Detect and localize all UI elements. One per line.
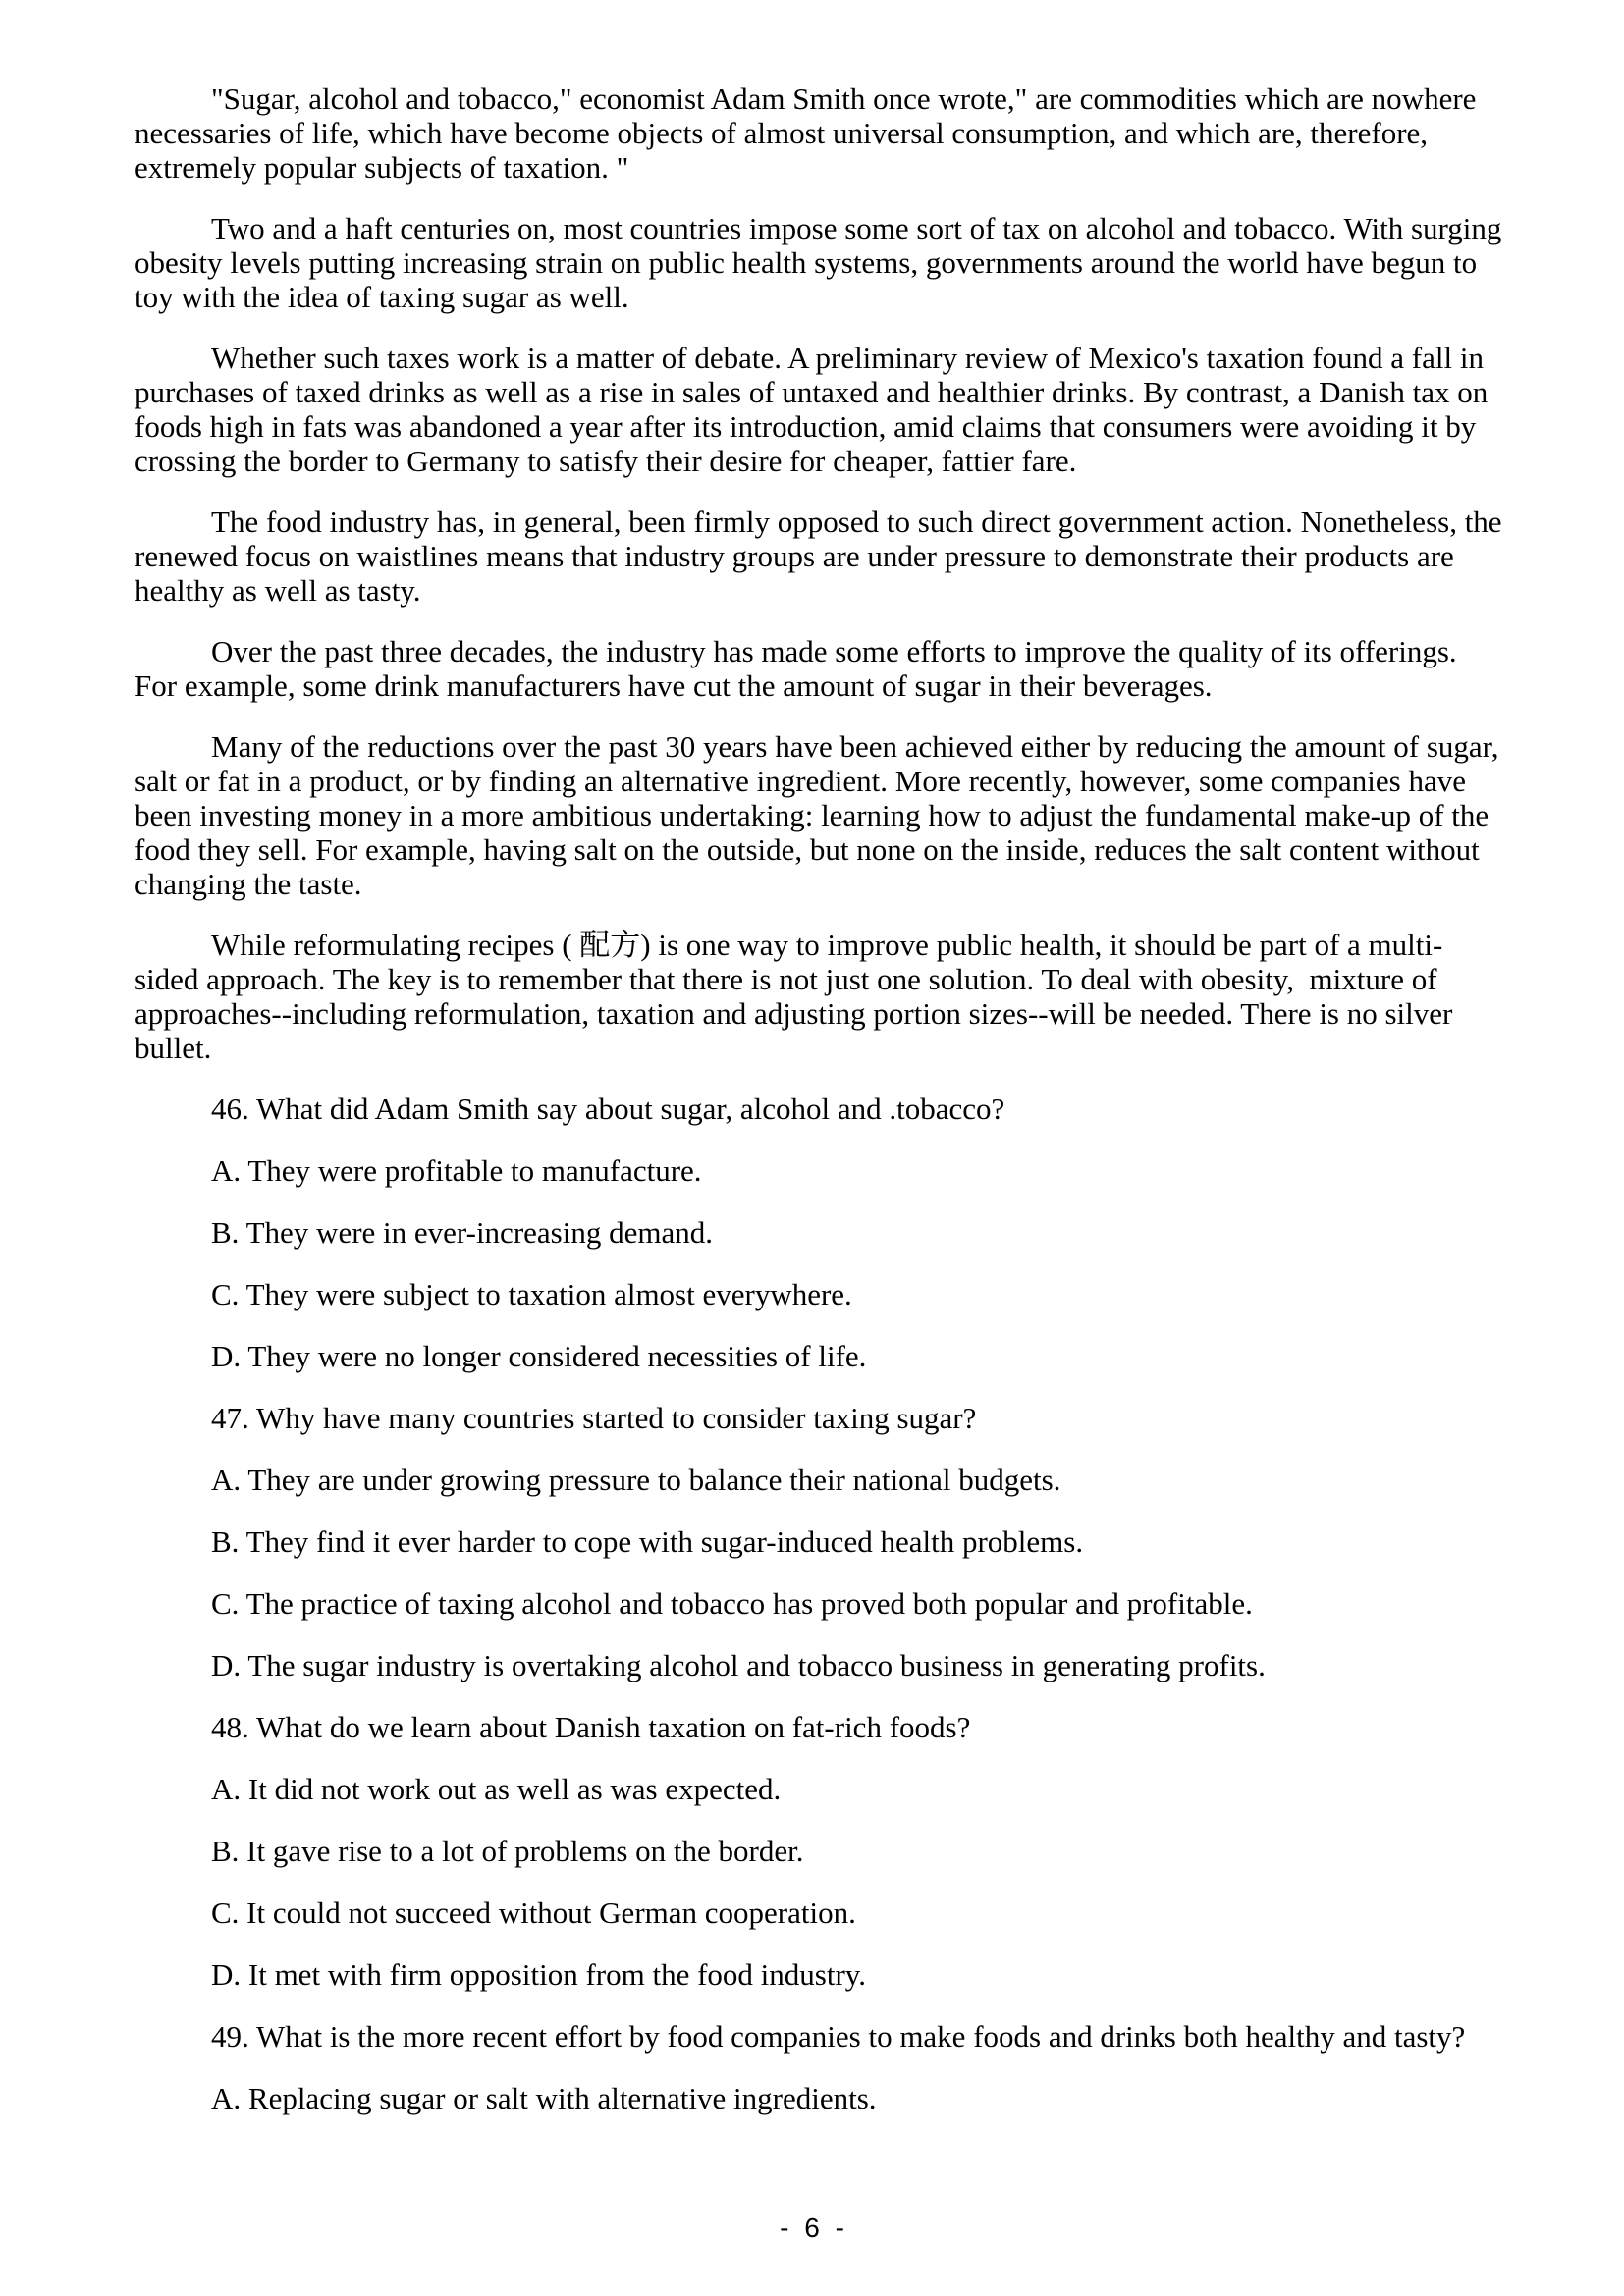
question-47-option-a: A. They are under growing pressure to balance their national budgets. <box>211 1463 1061 1497</box>
passage-paragraph-6: Many of the reductions over the past 30 years have been achieved either by reducing the amount of sugar, salt or fat in a product, or by finding an alternative ingredient. More recently, however, some companies have been investing money in a more ambitious undertaking: learning how to adjust the fundamental make-up of the food they sell. For example, having salt on the outside, but none on the inside, reduces the salt content without changing the taste. <box>135 729 1507 901</box>
question-48-stem: 48. What do we learn about Danish taxation on fat-rich foods? <box>211 1710 971 1744</box>
question-49-option-a: A. Replacing sugar or salt with alternative ingredients. <box>211 2081 877 2115</box>
question-48-option-d: D. It met with firm opposition from the food industry. <box>211 1957 866 1992</box>
passage-paragraph-7: While reformulating recipes ( 配方) is one way to improve public health, it should be part of a multi-sided approach. The key is to remember that there is not just one solution. To deal with obesity, mixture of approaches--including reformulation, taxation and adjusting portion sizes--will be needed. There is no silver bullet. <box>135 928 1461 1065</box>
question-47-option-c: C. The practice of taxing alcohol and tobacco has proved both popular and profitable. <box>211 1586 1253 1621</box>
passage-paragraph-4: The food industry has, in general, been firmly opposed to such direct government action. Nonetheless, the renewed focus on waistlines means that industry groups are under pressure to demonstrate their products are healthy as well as tasty. <box>135 505 1510 608</box>
passage-paragraph-5: Over the past three decades, the industry has made some efforts to improve the quality of its offerings. For example, some drink manufacturers have cut the amount of sugar in their beverages. <box>135 634 1465 703</box>
question-49 <box>135 2019 1506 2115</box>
question-46-option-d: D. They were no longer considered necessities of life. <box>211 1339 867 1373</box>
passage-paragraph-1: "Sugar, alcohol and tobacco," economist Adam Smith once wrote," are commodities which are nowhere necessaries of life, which have become objects of almost universal consumption, and which are, therefore, extremely popular subjects of taxation. " <box>135 81 1485 185</box>
question-46-option-b: B. They were in ever-increasing demand. <box>211 1215 713 1250</box>
question-48-option-a: A. It did not work out as well as was expected. <box>211 1772 782 1806</box>
reading-passage <box>135 81 1510 1065</box>
passage-paragraph-3: Whether such taxes work is a matter of debate. A preliminary review of Mexico's taxation found a fall in purchases of taxed drinks as well as a rise in sales of untaxed and healthier drinks. By contrast, a Danish tax on foods high in fats was abandoned a year after its introduction, amid claims that consumers were avoiding it by crossing the border to Germany to satisfy their desire for cheaper, fattier fare. <box>135 341 1496 478</box>
question-48 <box>135 1710 1506 1992</box>
question-47-stem: 47. Why have many countries started to consider taxing sugar? <box>211 1401 977 1435</box>
passage-paragraph-2: Two and a haft centuries on, most countries impose some sort of tax on alcohol and tobacco. With surging obesity levels putting increasing strain on public health systems, governments around the world have begun to toy with the idea of taxing sugar as well. <box>135 211 1510 314</box>
question-46-option-a: A. They were profitable to manufacture. <box>211 1153 702 1188</box>
question-48-option-b: B. It gave rise to a lot of problems on the border. <box>211 1834 804 1868</box>
page-number: - 6 - <box>780 2213 844 2243</box>
question-46-option-c: C. They were subject to taxation almost everywhere. <box>211 1277 852 1311</box>
question-47 <box>135 1401 1506 1682</box>
question-46-stem: 46. What did Adam Smith say about sugar, alcohol and .tobacco? <box>211 1092 1005 1126</box>
question-49-stem: 49. What is the more recent effort by food companies to make foods and drinks both healthy and tasty? <box>211 2019 1466 2054</box>
question-46 <box>135 1092 1506 1373</box>
page-content <box>135 81 1510 2143</box>
question-48-option-c: C. It could not succeed without German cooperation. <box>211 1896 856 1930</box>
question-47-option-b: B. They find it ever harder to cope with sugar-induced health problems. <box>211 1524 1084 1559</box>
questions-section <box>135 1092 1506 2115</box>
question-47-option-d: D. The sugar industry is overtaking alcohol and tobacco business in generating profits. <box>211 1648 1266 1682</box>
